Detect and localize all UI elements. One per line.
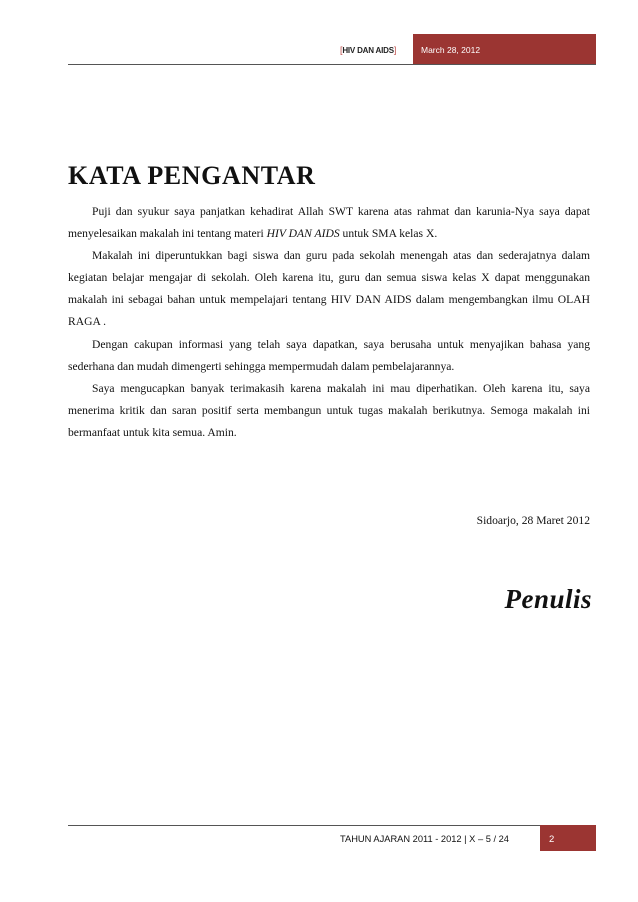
page-number: 2 — [549, 834, 555, 845]
preface-body — [68, 201, 590, 444]
header-title-text: HIV DAN AIDS — [342, 46, 394, 55]
author-signature: Penulis — [504, 584, 592, 614]
page-footer — [68, 825, 596, 851]
footer-divider — [68, 825, 596, 826]
place-date: Sidoarjo, 28 Maret 2012 — [476, 514, 590, 527]
paragraph-1-end: untuk SMA kelas X. — [342, 227, 438, 241]
page-number-box — [540, 825, 596, 851]
footer-text: TAHUN AJARAN 2011 - 2012 | X – 5 / 24 — [340, 834, 509, 844]
header-title — [340, 45, 396, 55]
paragraph-3: Dengan cakupan informasi yang telah saya dapatkan, saya berusaha untuk menyajikan bahasa yang sederhana dan mudah dimengerti sehingga mempermudah dalam pembelajarannya. — [68, 337, 590, 373]
paragraph-1-text: Puji dan syukur saya panjatkan kehadirat Allah SWT karena atas rahmat dan karunia-Nya saya dapat menyelesaikan makalah ini tentang materi — [68, 205, 590, 241]
paragraph-4: Saya mengucapkan banyak terimakasih karena makalah ini mau diperhatikan. Oleh karena itu, saya menerima kritik dan saran positif serta membangun untuk tugas makalah berikutnya. Semoga makalah ini bermanfaat untuk kita semua. Amin. — [68, 381, 590, 439]
paragraph-2: Makalah ini diperuntukkan bagi siswa dan guru pada sekolah menengah atas dan sederajatnya dalam kegiatan belajar mengajar di sekolah. Oleh karena itu, guru dan semua siswa kelas X dapat menggunakan makalah ini sebagai bahan untuk mempelajari tentang HIV DAN AIDS dalam mengembangkan ilmu OLAH RAGA . — [68, 249, 590, 329]
page-header — [68, 34, 596, 64]
paragraph-1-emphasis: HIV DAN AIDS — [266, 227, 340, 241]
header-bracket-open: [ — [340, 45, 343, 55]
header-date-box — [413, 34, 596, 64]
header-date: March 28, 2012 — [421, 45, 481, 55]
page-title: KATA PENGANTAR — [68, 161, 316, 190]
paragraph-1 — [68, 201, 590, 245]
header-divider — [68, 64, 596, 65]
header-bracket-close: ] — [393, 45, 397, 55]
